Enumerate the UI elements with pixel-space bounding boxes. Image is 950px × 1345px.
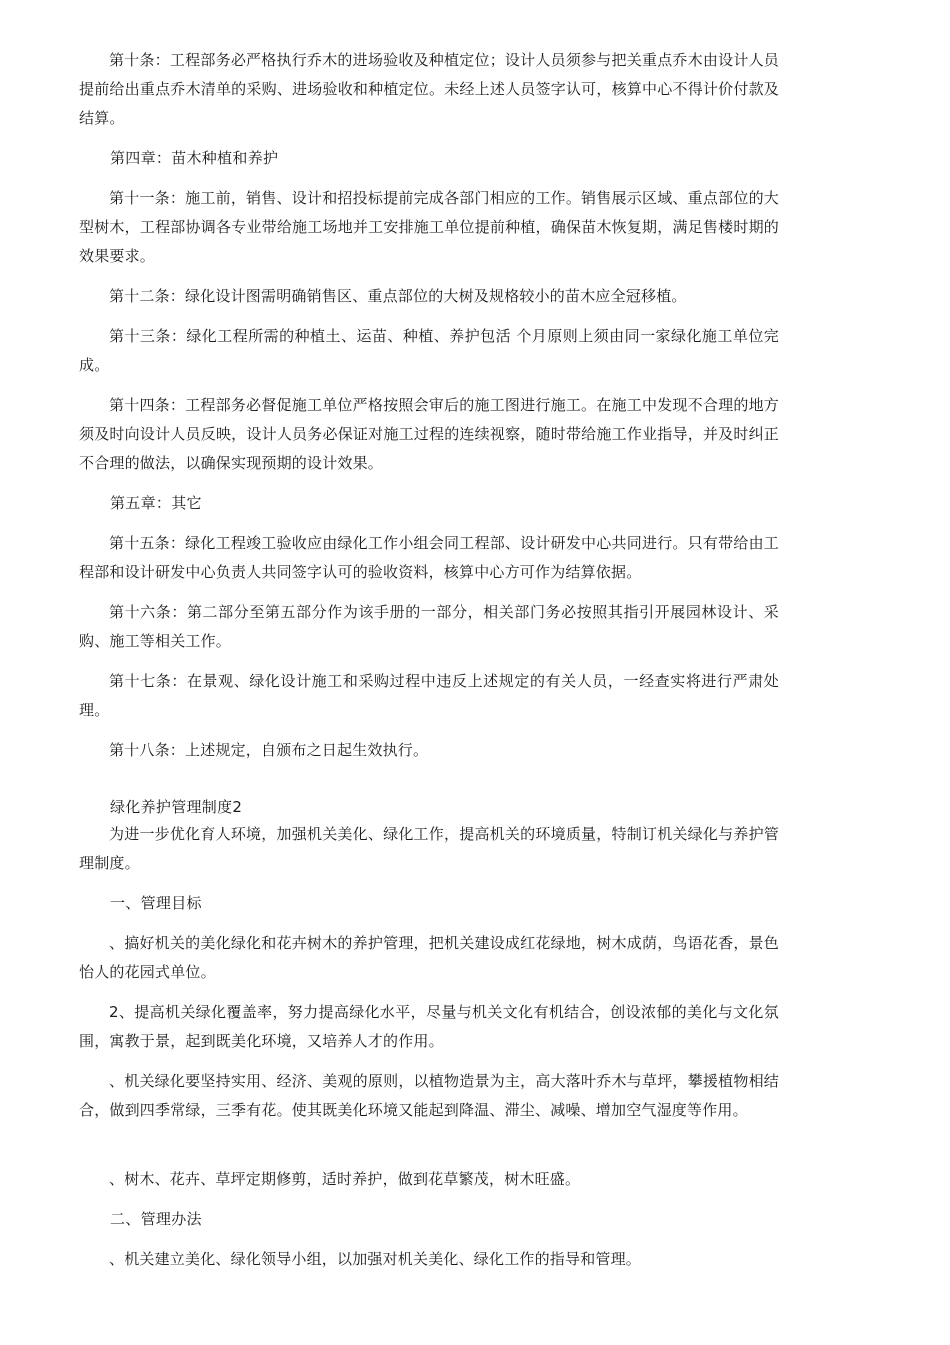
article-18: 第十八条：上述规定，自颁布之日起生效执行。	[109, 741, 429, 759]
chapter-5-heading: 第五章：其它	[110, 494, 202, 512]
intro-paragraph: 为进一步优化育人环境，加强机关美化、绿化工作，提高机关的环境质量，特制订机关绿化与养护管理制度。	[79, 825, 779, 872]
article-12: 第十二条：绿化设计图需明确销售区、重点部位的大树及规格较小的苗木应全冠移植。	[109, 287, 687, 305]
section-title: 绿化养护管理制度2	[110, 798, 243, 816]
article-14: 第十四条：工程部务必督促施工单位严格按照会审后的施工图进行施工。在施工中发现不合理的地方须及时向设计人员反映，设计人员务必保证对施工过程的连续视察，随时带给施工作业指导，并及时纠正不合理的做法，以确保实现预期的设计效果。	[79, 396, 779, 472]
article-11: 第十一条：施工前，销售、设计和招投标提前完成各部门相应的工作。销售展示区域、重点部位的大型树木，工程部协调各专业带给施工场地并工安排施工单位提前种植，确保苗木恢复期，满足售楼时期的效果要求。	[79, 189, 779, 265]
article-16: 第十六条：第二部分至第五部分作为该手册的一部分，相关部门务必按照其指引开展园林设计、采购、施工等相关工作。	[79, 603, 779, 650]
chapter-4-heading: 第四章：苗木种植和养护	[110, 149, 279, 167]
section-1-heading: 一、管理目标	[110, 894, 202, 912]
article-10: 第十条：工程部务必严格执行乔木的进场验收及种植定位；设计人员须参与把关重点乔木由设计人员提前给出重点乔木清单的采购、进场验收和种植定位。未经上述人员签字认可，核算中心不得计价付款及结算。	[79, 51, 779, 127]
goal-item-2: 2、提高机关绿化覆盖率，努力提高绿化水平，尽量与机关文化有机结合，创设浓郁的美化与文化氛围，寓教于景，起到既美化环境，又培养人才的作用。	[79, 1003, 779, 1050]
article-13: 第十三条：绿化工程所需的种植土、运苗、种植、养护包活 个月原则上须由同一家绿化施工单位完成。	[79, 327, 779, 374]
goal-item-4: 、树木、花卉、草坪定期修剪，适时养护，做到花草繁茂，树木旺盛。	[109, 1170, 581, 1188]
goal-item-1: 、搞好机关的美化绿化和花卉树木的养护管理，把机关建设成红花绿地，树木成荫，鸟语花香，景色怡人的花园式单位。	[79, 934, 779, 981]
article-15: 第十五条：绿化工程竣工验收应由绿化工作小组会同工程部、设计研发中心共同进行。只有带给由工程部和设计研发中心负责人共同签字认可的验收资料，核算中心方可作为结算依据。	[79, 534, 779, 581]
goal-item-3: 、机关绿化要坚持实用、经济、美观的原则，以植物造景为主，高大落叶乔木与草坪，攀援植物相结合，做到四季常绿，三季有花。使其既美化环境又能起到降温、滞尘、减噪、增加空气湿度等作用。	[79, 1072, 779, 1119]
section-2-heading: 二、管理办法	[110, 1210, 202, 1228]
article-17: 第十七条：在景观、绿化设计施工和采购过程中违反上述规定的有关人员，一经查实将进行严肃处理。	[79, 672, 779, 719]
method-item-1: 、机关建立美化、绿化领导小组，以加强对机关美化、绿化工作的指导和管理。	[109, 1250, 642, 1268]
